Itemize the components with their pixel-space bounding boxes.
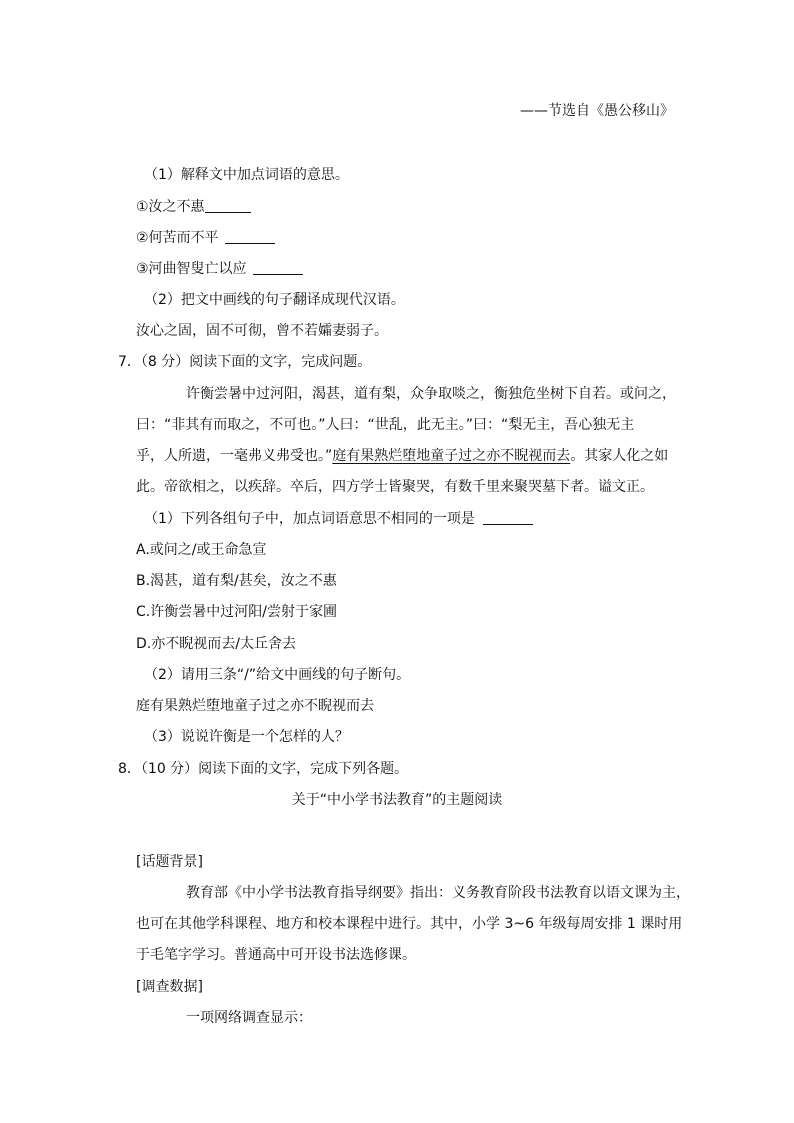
q8-title: 关于“中小学书法教育”的主题阅读 bbox=[291, 792, 503, 808]
q6-sentence: 汝心之固，固不可彻，曾不若孀妻弱子。 bbox=[136, 323, 388, 339]
q7-option-b: B.渴甚，道有梨/甚矣，汝之不惠 bbox=[136, 573, 337, 589]
background-line-3: 于毛笔字学习。普通高中可开设书法选修课。 bbox=[136, 947, 416, 963]
q6-word-2: ②何苦而不平 bbox=[136, 228, 275, 248]
survey-label: [调查数据] bbox=[136, 979, 203, 995]
background-line-1: 教育部《中小学书法教育指导纲要》指出：义务教育阶段书法教育以语文课为主， bbox=[186, 885, 690, 901]
q7-para-line-4: 此。帝欲相之，以疾辞。卒后，四方学士皆聚哭，有数千里来聚哭墓下者。谥文正。 bbox=[136, 479, 654, 495]
q8-heading: 8．（10 分）阅读下面的文字，完成下列各题。 bbox=[118, 761, 409, 777]
q7-option-a: A.或问之/或王命急宣 bbox=[136, 542, 267, 558]
q7-part2-prompt: （2）请用三条“/”给文中画线的句子断句。 bbox=[144, 667, 411, 683]
background-line-2: 也可在其他学科课程、地方和校本课程中进行。其中，小学 3~6 年级每周安排 1 课时用 bbox=[136, 916, 683, 932]
underlined-sentence: 庭有果熟烂堕地童子过之亦不睨视而去 bbox=[332, 448, 571, 464]
q7-heading: 7．（8 分）阅读下面的文字，完成问题。 bbox=[118, 354, 372, 370]
survey-line: 一项网络调查显示： bbox=[186, 1010, 312, 1026]
q7-option-c: C.许衡尝暑中过河阳/尝射于家圃 bbox=[136, 604, 337, 620]
answer-blank[interactable] bbox=[483, 523, 533, 525]
q7-para-line-3: 乎，人所遗，一毫弗义弗受也。”庭有果熟烂堕地童子过之亦不睨视而去。其家人化之如 bbox=[136, 448, 669, 464]
q7-part1-prompt: （1）下列各组句子中，加点词语意思不相同的一项是 bbox=[144, 509, 533, 529]
q7-sentence: 庭有果熟烂堕地童子过之亦不睨视而去 bbox=[136, 698, 374, 714]
answer-blank[interactable] bbox=[253, 273, 303, 275]
q6-part1-prompt: （1）解释文中加点词语的意思。 bbox=[144, 167, 349, 183]
q6-word-3: ③河曲智叟亡以应 bbox=[136, 259, 303, 279]
q7-para-line-1: 许衡尝暑中过河阳，渴甚，道有梨，众争取啖之，衡独危坐树下自若。或问之， bbox=[186, 386, 676, 402]
q6-word-1: ①汝之不惠 bbox=[136, 197, 251, 217]
q6-part2-prompt: （2）把文中画线的句子翻译成现代汉语。 bbox=[144, 292, 405, 308]
q7-para-line-2: 曰：“非其有而取之，不可也。”人曰：“世乱，此无主。”曰：“梨无主，吾心独无主 bbox=[136, 417, 635, 433]
answer-blank[interactable] bbox=[225, 242, 275, 244]
answer-blank[interactable] bbox=[205, 211, 251, 213]
q7-part3-prompt: （3）说说许衡是一个怎样的人？ bbox=[144, 729, 349, 745]
source-attribution: ——节选自《愚公移山》 bbox=[520, 103, 674, 119]
q7-option-d: D.亦不睨视而去/太丘舍去 bbox=[136, 636, 296, 652]
background-label: [话题背景] bbox=[136, 854, 203, 870]
